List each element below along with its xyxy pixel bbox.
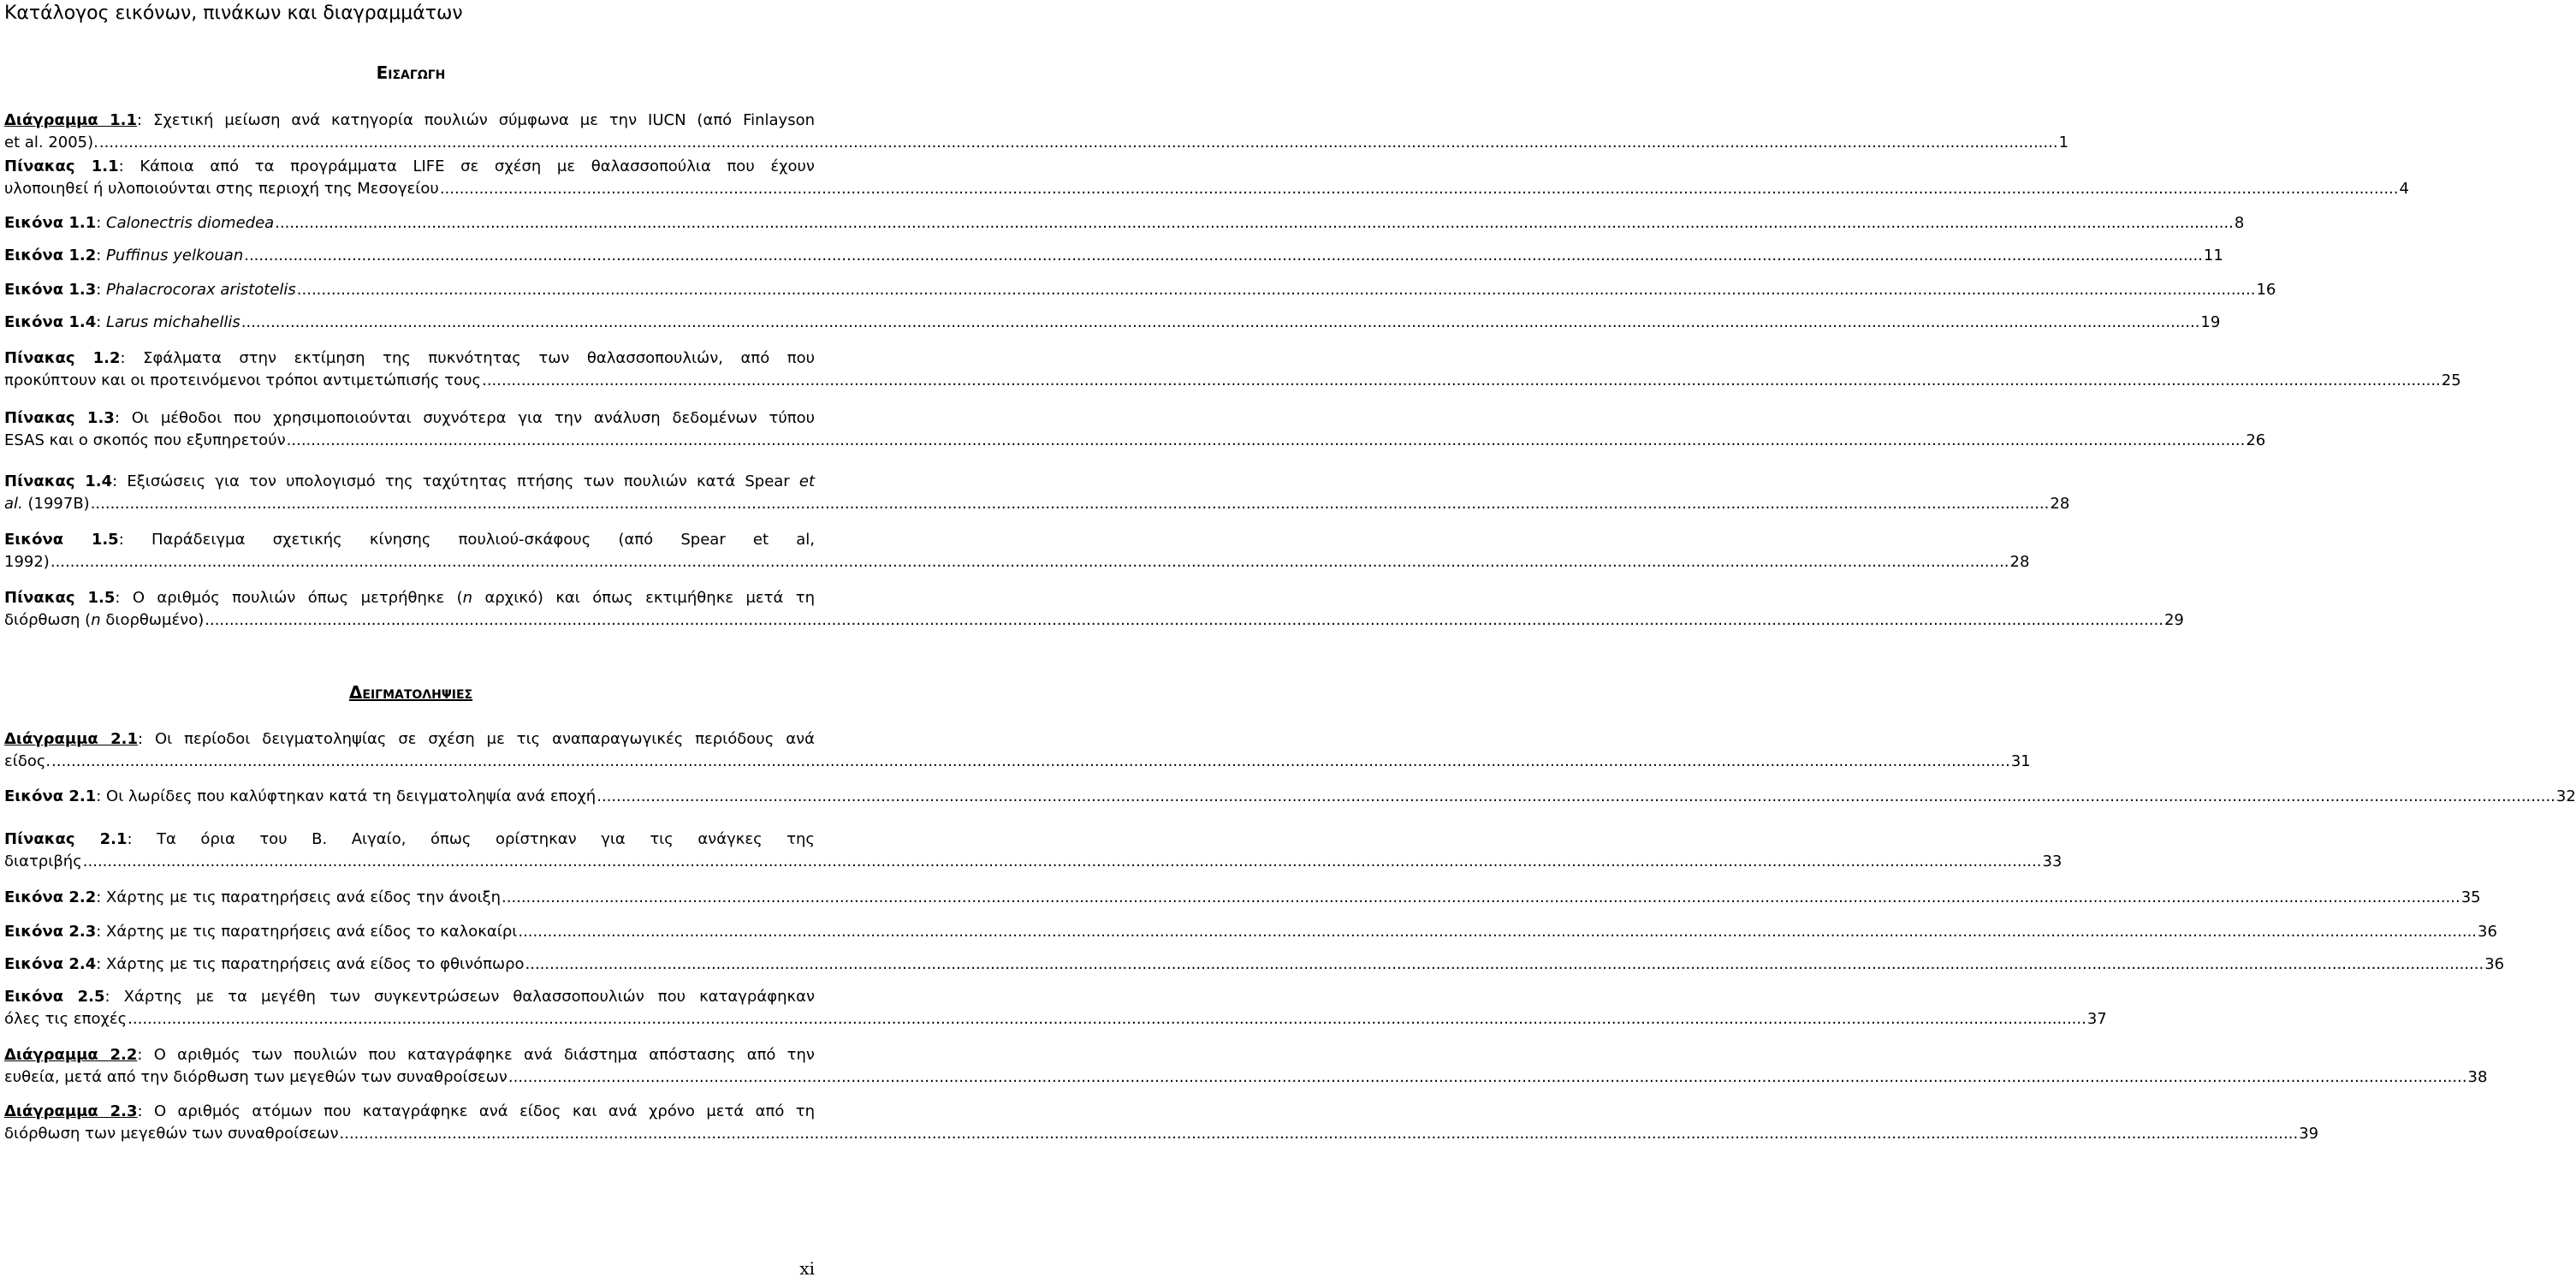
entry-last-line (4, 212, 2245, 235)
entry-page-number: 36 (2478, 923, 2497, 941)
entry-page-number: 37 (2086, 1010, 2107, 1028)
entry-page-number: 28 (2009, 553, 2030, 571)
toc-entry (4, 953, 2505, 976)
label-separator: : (137, 1046, 154, 1064)
entry-text-wrap (4, 751, 50, 773)
dot-leader: ................................................................................................................................................................................................................................................................................................................................................................................................................ (275, 214, 2234, 232)
entry-last-line (4, 1008, 2107, 1031)
entry-page-number: 26 (2246, 431, 2266, 449)
entry-text-wrap (4, 312, 240, 334)
entry-text: et al. 2005). (4, 134, 98, 151)
entry-label: Πίνακας 2.1 (4, 830, 128, 848)
entry-first-line (4, 407, 815, 430)
entry-text-wrap (4, 178, 439, 200)
entry-last-line (4, 493, 2070, 515)
dot-leader: ................................................................................................................................................................................................................................................................................................................................................................................................................ (296, 281, 2256, 299)
label-separator: : (96, 923, 107, 941)
entry-text: ESAS και ο σκοπός που εξυπηρετούν (4, 431, 286, 449)
toc-entry (4, 245, 2223, 267)
entry-last-line (4, 312, 2221, 334)
label-separator: : (138, 730, 156, 748)
toc-entry (4, 471, 2070, 515)
dot-leader: ................................................................................................................................................................................................................................................................................................................................................................................................................ (482, 371, 2441, 389)
section-heading-introduction: Εισαγωγη (376, 62, 446, 83)
toc-entry (4, 887, 2481, 909)
entry-last-line (4, 430, 2266, 452)
entry-page-number: 31 (2010, 752, 2031, 770)
entry-text: Ο αριθμός των πουλιών που καταγράφηκε ανά διάστημα απόστασης από την (153, 1046, 815, 1064)
entry-text-wrap (4, 1066, 507, 1089)
dot-leader: ................................................................................................................................................................................................................................................................................................................................................................................................................ (240, 313, 2200, 331)
toc-entry (4, 786, 2576, 808)
label-separator: : (96, 787, 107, 805)
entry-text: αρχικό) και όπως εκτιμήθηκε μετά τη (484, 589, 815, 607)
entry-first-line (4, 110, 815, 132)
dot-leader: ................................................................................................................................................................................................................................................................................................................................................................................................................ (82, 852, 2042, 870)
entry-text-wrap (4, 921, 517, 943)
entry-page-number: 1 (2058, 134, 2069, 151)
entry-last-line (4, 1123, 2319, 1145)
toc-entry (4, 829, 2063, 873)
entry-page-number: 29 (2163, 611, 2184, 629)
entry-label: Εικόνα 1.5 (4, 531, 119, 549)
label-separator: : (96, 313, 107, 331)
entry-last-line (4, 132, 2069, 154)
entry-text: διόρθωση ( (4, 611, 92, 629)
toc-entry (4, 529, 2030, 573)
entry-text: διορθωμένο) (105, 611, 205, 629)
label-separator: : (96, 955, 107, 973)
entry-first-line (4, 986, 815, 1008)
entry-text: Phalacrocorax aristotelis (106, 281, 296, 299)
entry-text: Σχετική μείωση ανά κατηγορία πουλιών σύμφωνα με την IUCN (από Finlayson (152, 111, 816, 129)
toc-entry (4, 921, 2497, 943)
entry-last-line (4, 887, 2481, 909)
label-separator: : (96, 214, 107, 232)
entry-page-number: 33 (2042, 852, 2063, 870)
entry-text: Οι περίοδοι δειγματοληψίας σε σχέση με τις αναπαραγωγικές περιόδους ανά (155, 730, 815, 748)
entry-text-wrap (4, 609, 204, 632)
entry-text: 1992) (4, 553, 50, 571)
label-separator: : (118, 531, 151, 549)
entry-text: Παράδειγμα σχετικής κίνησης πουλιού-σκάφους (από Spear et al, (151, 531, 815, 549)
entry-label: Διάγραμμα 1.1 (4, 111, 138, 129)
entry-label: Εικόνα 2.3 (4, 923, 97, 941)
entry-label: Εικόνα 1.3 (4, 281, 97, 299)
entry-page-number: 8 (2234, 214, 2245, 232)
entry-last-line (4, 751, 2031, 773)
label-separator: : (120, 349, 144, 367)
dot-leader: ................................................................................................................................................................................................................................................................................................................................................................................................................ (502, 888, 2460, 906)
entry-text: Χάρτης με τις παρατηρήσεις ανά είδος την άνοιξη (106, 888, 502, 906)
toc-entry (4, 212, 2245, 235)
toc-entry (4, 1101, 2319, 1145)
dot-leader: ................................................................................................................................................................................................................................................................................................................................................................................................................ (525, 955, 2484, 973)
entry-text: υλοποιηθεί ή υλοποιούνται στης περιοχή της Μεσογείου (4, 180, 439, 198)
entry-last-line (4, 786, 2576, 808)
entry-label: Πίνακας 1.1 (4, 157, 119, 175)
entry-last-line (4, 551, 2030, 573)
label-separator: : (114, 409, 132, 427)
toc-entry (4, 312, 2221, 334)
entry-label: Διάγραμμα 2.1 (4, 730, 139, 748)
entry-last-line (4, 279, 2276, 301)
entry-label: Εικόνα 1.4 (4, 313, 97, 331)
dot-leader: ................................................................................................................................................................................................................................................................................................................................................................................................................ (128, 1010, 2086, 1028)
entry-first-line (4, 471, 815, 493)
entry-label: Εικόνα 2.2 (4, 888, 97, 906)
entry-last-line (4, 178, 2409, 200)
entry-last-line (4, 370, 2461, 392)
entry-last-line (4, 245, 2223, 267)
entry-last-line (4, 953, 2505, 976)
entry-text: Larus michahellis (106, 313, 240, 331)
entry-text: Χάρτης με τα μεγέθη των συγκεντρώσεων θαλασσοπουλιών που καταγράφηκαν (123, 988, 815, 1006)
toc-entry (4, 1044, 2488, 1089)
dot-leader: ................................................................................................................................................................................................................................................................................................................................................................................................................ (98, 134, 2058, 151)
entry-page-number: 4 (2399, 180, 2409, 198)
page-number: xi (799, 1258, 815, 1279)
toc-entry (4, 110, 2069, 154)
entry-last-line (4, 921, 2497, 943)
label-separator: : (127, 830, 157, 848)
entry-text-wrap (4, 953, 525, 976)
toc-entry (4, 279, 2276, 301)
entry-first-line (4, 587, 815, 609)
entry-text-wrap (4, 245, 243, 267)
entry-text-wrap (4, 430, 286, 452)
entry-label: Πίνακας 1.5 (4, 589, 116, 607)
dot-leader: ................................................................................................................................................................................................................................................................................................................................................................................................................ (439, 180, 2399, 198)
toc-entry (4, 156, 2409, 200)
entry-page-number: 25 (2441, 371, 2461, 389)
entry-page-number: 38 (2467, 1068, 2488, 1086)
entry-first-line (4, 156, 815, 178)
dot-leader: ................................................................................................................................................................................................................................................................................................................................................................................................................ (205, 611, 2163, 629)
entry-label: Εικόνα 1.2 (4, 247, 97, 264)
entry-page-number: 32 (2555, 787, 2576, 805)
label-separator: : (115, 589, 133, 607)
dot-leader: ................................................................................................................................................................................................................................................................................................................................................................................................................ (597, 787, 2555, 805)
entry-last-line (4, 851, 2063, 873)
entry-text: Calonectris diomedea (106, 214, 275, 232)
entry-text: όλες τις εποχές (4, 1010, 128, 1028)
entry-text-wrap (4, 551, 50, 573)
entry-text-wrap (4, 132, 98, 154)
entry-text: Κάποια από τα προγράμματα LIFE σε σχέση με θαλασσοπούλια που έχουν (139, 157, 815, 175)
entry-page-number: 39 (2299, 1125, 2319, 1143)
entry-text: διόρθωση των μεγεθών των συναθροίσεων (4, 1125, 339, 1143)
entry-label: Εικόνα 2.4 (4, 955, 97, 973)
entry-label: Διάγραμμα 2.3 (4, 1102, 138, 1120)
entry-text: Ο αριθμός ατόμων που καταγράφηκε ανά είδος και ανά χρόνο μετά από τη (153, 1102, 815, 1120)
label-separator: : (96, 888, 107, 906)
label-separator: : (118, 157, 140, 175)
label-separator: : (137, 111, 153, 129)
entry-label: Εικόνα 2.5 (4, 988, 105, 1006)
dot-leader: ................................................................................................................................................................................................................................................................................................................................................................................................................ (90, 495, 2050, 513)
entry-first-line (4, 347, 815, 370)
entry-page-number: 19 (2200, 313, 2221, 331)
entry-label: Πίνακας 1.2 (4, 349, 121, 367)
entry-text: Ο αριθμός πουλιών όπως μετρήθηκε ( (132, 589, 463, 607)
dot-leader: ................................................................................................................................................................................................................................................................................................................................................................................................................ (518, 923, 2478, 941)
entry-page-number: 16 (2256, 281, 2276, 299)
entry-label: Διάγραμμα 2.2 (4, 1046, 138, 1064)
entry-label: Πίνακας 1.4 (4, 472, 113, 490)
entry-text-wrap (4, 212, 274, 235)
entry-text: προκύπτουν και οι προτεινόμενοι τρόποι αντιμετώπισής τους (4, 371, 482, 389)
entry-label: Εικόνα 1.1 (4, 214, 97, 232)
entry-first-line (4, 529, 815, 551)
entry-text-wrap (4, 786, 596, 808)
entry-text: Puffinus yelkouan (106, 247, 244, 264)
entry-text: ευθεία, μετά από την διόρθωση των μεγεθών των συναθροίσεων (4, 1068, 507, 1086)
entry-first-line (4, 829, 815, 851)
entry-text: Χάρτης με τις παρατηρήσεις ανά είδος το καλοκαίρι (106, 923, 518, 941)
entry-text-wrap (4, 370, 481, 392)
toc-entry (4, 587, 2184, 632)
label-separator: : (112, 472, 128, 490)
entry-text-wrap (4, 493, 90, 515)
entry-text: Σφάλματα στην εκτίμηση της πυκνότητας των θαλασσοπουλιών, από που (143, 349, 816, 367)
entry-text: διατριβής (4, 852, 82, 870)
label-separator: : (104, 988, 124, 1006)
entry-first-line (4, 1101, 815, 1123)
label-separator: : (96, 281, 107, 299)
entry-italic-text: al. (4, 495, 23, 513)
entry-text: Χάρτης με τις παρατηρήσεις ανά είδος το φθινόπωρο (106, 955, 525, 973)
section-heading-sampling: Δειγματοληψιες (348, 682, 473, 703)
entry-text: Οι μέθοδοι που χρησιμοποιούνται συχνότερα για την ανάλυση δεδομένων τύπου (131, 409, 815, 427)
entry-page-number: 28 (2050, 495, 2070, 513)
dot-leader: ................................................................................................................................................................................................................................................................................................................................................................................................................ (51, 752, 2010, 770)
entry-italic-text: n (91, 611, 101, 629)
page-title: Κατάλογος εικόνων, πινάκων και διαγραμμάτων (4, 3, 463, 24)
toc-entry (4, 407, 2266, 452)
entry-last-line (4, 609, 2184, 632)
dot-leader: ................................................................................................................................................................................................................................................................................................................................................................................................................ (50, 553, 2009, 571)
label-separator: : (137, 1102, 154, 1120)
entry-text-wrap (4, 851, 82, 873)
entry-label: Πίνακας 1.3 (4, 409, 115, 427)
entry-last-line (4, 1066, 2488, 1089)
dot-leader: ................................................................................................................................................................................................................................................................................................................................................................................................................ (339, 1125, 2299, 1143)
toc-entry (4, 986, 2107, 1031)
dot-leader: ................................................................................................................................................................................................................................................................................................................................................................................................................ (286, 431, 2246, 449)
toc-entry (4, 347, 2461, 392)
entry-page-number: 11 (2203, 247, 2223, 264)
entry-text: Οι λωρίδες που καλύφτηκαν κατά τη δειγματοληψία ανά εποχή (106, 787, 597, 805)
entry-text: (1997B) (27, 495, 90, 513)
entry-first-line (4, 1044, 815, 1066)
dot-leader: ................................................................................................................................................................................................................................................................................................................................................................................................................ (507, 1068, 2467, 1086)
dot-leader: ................................................................................................................................................................................................................................................................................................................................................................................................................ (244, 247, 2203, 264)
entry-text-wrap (4, 279, 296, 301)
label-separator: : (96, 247, 107, 264)
entry-text-wrap (4, 1123, 339, 1145)
entry-page-number: 36 (2484, 955, 2505, 973)
entry-text-wrap (4, 887, 501, 909)
entry-page-number: 35 (2460, 888, 2481, 906)
entry-text-wrap (4, 1008, 127, 1031)
entry-text: Τα όρια του Β. Αιγαίο, όπως ορίστηκαν για τις ανάγκες της (157, 830, 815, 848)
entry-italic-text: n (462, 589, 473, 607)
entry-label: Εικόνα 2.1 (4, 787, 97, 805)
entry-first-line (4, 728, 815, 751)
entry-text: Εξισώσεις για τον υπολογισμό της ταχύτητας πτήσης των πουλιών κατά Spear (127, 472, 790, 490)
toc-entry (4, 728, 2031, 773)
entry-text: είδος. (4, 752, 51, 770)
entry-italic-text: et (798, 472, 816, 490)
